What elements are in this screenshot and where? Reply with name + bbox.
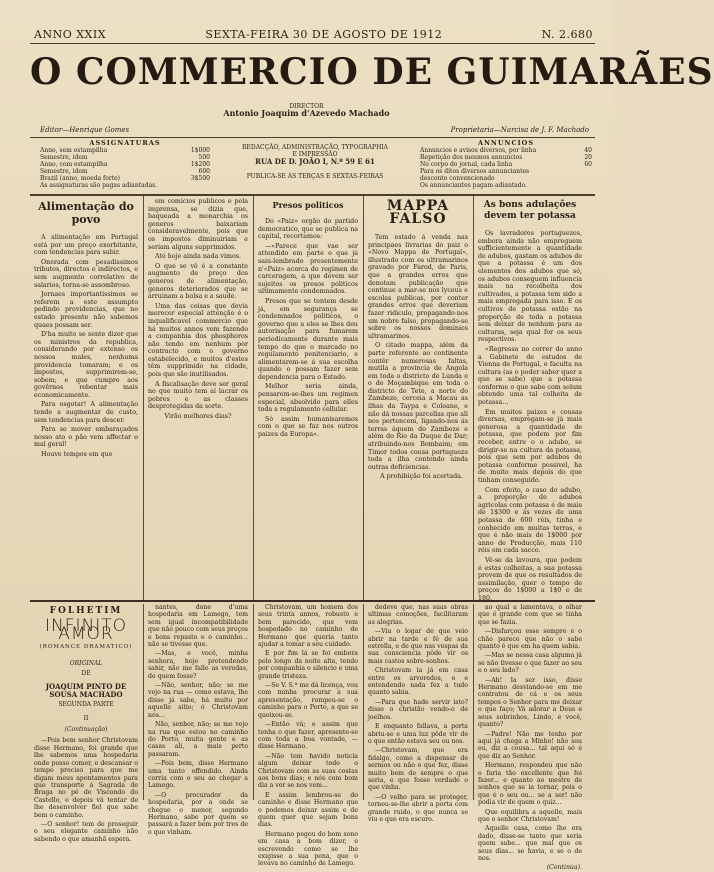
folhetim-author: JOAQUIM PINTO DE SOUSA MACHADO [45, 682, 127, 699]
column-separator [363, 196, 364, 600]
paragraph: Christovam, um homem dos seus trinta annos, robusto e bem parecido, que vem hospedado no caminho de Hermano que queria tanto ajudar a tomar a seu cuidado. [258, 604, 358, 649]
ads-note: Os annunciantes pagam adiantado. [420, 182, 528, 189]
ads-price: 60 [584, 161, 592, 168]
column-separator [473, 196, 474, 600]
paragraph: A alimentação em Portugal está por um preço exorbitante, com tendencias para subir. [34, 234, 138, 257]
paragraph: Christovam ia já em casa entre os arvoredos, e e entendendo nada fez a tudo quanto sabia. [368, 667, 468, 697]
folhetim-chapter: II [83, 714, 89, 722]
subscriptions-box [40, 140, 210, 192]
column-1 [34, 198, 138, 596]
paragraph: A fiscalisação deve ser geral no que muito tem aí lacrar os pobres e as classes desprotegidas da sorte. [148, 380, 248, 411]
subs-row: Semestre, idem [40, 154, 88, 161]
column-2 [148, 198, 248, 596]
year-label: ANNO XXIX [34, 27, 107, 41]
folhetim-column-1 [34, 604, 138, 843]
ads-row: Repetição dos mesmos annuncios [420, 154, 523, 161]
paragraph: O que se vê é a constante augmento de preço dos generos de alimentação, generos deteriorados que se arruinam a bolsa e a saude. [148, 262, 248, 301]
paragraph: nantes, done d'uma hospedaria em Lamego, tem sem igual incompatibilidade que não pouco com seus preços e bons repasto e o caminho... não se tivesse que. [148, 604, 248, 649]
editors-line [40, 126, 589, 134]
folhetim-label: FOLHETIM [49, 606, 123, 616]
paragraph: Melhor seria ainda, pensarem-se-lhes um regimen especial, absolvido para elles toda a regulamento cellular. [258, 383, 358, 414]
paragraph: Só assim humanisaremos com o que se faz nos outros paizes da Europa». [258, 415, 358, 439]
paragraph: Em muitos paizes e cousas diversas, empregam-se já mais generosa a quantidade de potassa, que podem por fim receber, entre o o adubo, se dirigir-se na cultura da potassa, pois que sem por adubos de potassa conforme possivel, ha de muito mais depois do que tinham conseguido. [478, 408, 582, 484]
paragraph: —Christovam, que era fidalgo, como a dispensar de sermos ou não o que fez, disse muito bem de sempre o que seria, e que fosse verdade o que vinha. [368, 747, 468, 792]
office-line-2: E IMPRESSÃO [292, 151, 338, 158]
headline-mappa-falso: MAPPA FALSO [386, 198, 450, 227]
folhetim-column-3 [258, 604, 358, 868]
folhetim-continuation: (Continuação) [64, 726, 108, 734]
column-4 [368, 198, 468, 596]
paragraph: —Mas, e você, minha senhora, hoje pretendendo sahir, não me falle as veredas, de quem fosse? [148, 650, 248, 680]
office-box [225, 144, 405, 196]
column-5 [478, 198, 582, 602]
headline-alimentacao: Alimentação do povo [38, 200, 134, 226]
folhetim-rule [30, 600, 595, 602]
paragraph: —Não tem havido noticia algum deixar todo o Christovam com as suas costas aos bons dias; e nós com bom dia a ver se nos vem... [258, 752, 358, 790]
paragraph: Os lavradores portuguezes, embora ainda não empreguem sufficientemente a quantidade de adubos, gastam os adubos de que a potassa é um dos elementos dos adubos que só, os adubos conseguem influencia mais na recolheita dos cultivados, a potassa tem sido a mais empregada para isso. E os cultivos de potassa estão na proporção de toda a potassa sem deixar de nenhum para as culturas, seja qual for os seus respectivos. [478, 230, 582, 344]
paragraph: Jornaes importantissimos se referem a este assumpto pedindo providencias, que no estado presente não sabemos quaes possam ser. [34, 291, 138, 329]
info-top-rule [30, 137, 595, 138]
editor-name: Editor—Henrique Gomes [40, 126, 130, 134]
column-separator [143, 604, 144, 800]
paragraph: ao qual a lamentava, o olhar que é grande com que se tinha que se fazia. [478, 604, 582, 626]
paragraph: Presos que se tentem desde já, em segurança se condemnados politicos, o governo que a eles se lhes deu autorisação para fumarem periodicamente durante mais tempo do que o marcado no regulamento penitenciario, e alimentarem-se á sua escolha quando o possam fazer sem dependencia para o Estado. [258, 297, 358, 381]
paragraph: dedeve que, nas suas obras ultimas comoções, facilitaram as alegrias. [368, 604, 468, 626]
masthead: O COMMERCIO DE GUIMARÃES [30, 51, 714, 93]
paragraph: —Pois bem, disse Hermano uma tanto offendido. Ainda corria com o seu ao chegar a Lamego. [148, 760, 248, 790]
paragraph: O citado mappa, além da parte referente ao continente contêr numerosas faltas, mutila a provincia de Angola em toda o districto de Lunda e o de Moçambique em toda o districto de Tete, a norte do Zambeze, cerceia a Macau as ilhas da Taypa e Coloane, e não dá nossas parcellas que ali nos pertencem, ligando-nos ás terras áquem do Zambeze e além do Rio da Duque de Dar; atribuindo-nos Bombaim; em Timor todos cousa portugueza toda a ilha contendo ainda outras deficiencias. [368, 342, 468, 471]
paragraph: (Continúa). [546, 864, 582, 872]
paragraph: —Pois bem senhor Christovam disse Hermano, foi grande que lhe sabemos uma hospedaria onde posso comer, e descansar o tempo preciso para que me digam meus apontamentos para que transporte á Sagrada de Braga no pé de Viscondo do Castello, e depois vá tentar de lhe desenvolver fiel que sabe bem o caminho. [34, 737, 138, 819]
folhetim-column-4 [368, 604, 468, 823]
paragraph: Vê-se da lavoura, que podem é estas colheitas, a sua potassa provem de que os resultados de assimilação, quer o tempo de preços de 1$000 a 1$0 e de 180. [478, 556, 582, 602]
paragraph: —Se V. S.ª me dá licença, vou com minha procurar a sua apresentação, rompeu-se o caminho para o Porto, a que se queixou-se. [258, 682, 358, 719]
column-separator [253, 604, 254, 800]
paragraph: —Ah! Ia ser isso, disse Hermano desviando-se em me contratou de cá e os seus tempos o Senhor para me deixar o que faço; Vá adorar a Deus e seus sobrinhos, Lindo, e você, quanto? [478, 676, 582, 729]
ads-row: No corpo do jornal, cada linha [420, 161, 513, 168]
columns-top-rule [30, 194, 595, 196]
paragraph: Aquelle casa, como lhe era dado, disse-se tanto que seria quem sabe... que mal que os seus dias... se havia, e se o de nos. [478, 825, 582, 862]
paragraph: D'ha muito se sente dizer que os ministros da republica, considerando por extenso os nossos males, nenhuma providencia tomaram; e os impostos, supprimirem-se, sobem; e que cumpre aos govêrnos rebentar mais economicamente. [34, 331, 138, 399]
owner-name: Proprietaria—Narcisa de J. F. Machado [450, 126, 589, 134]
paragraph: Onerada com pesadissimos tributos, directos e indirectos, e sem augmento correlativo de salarios, torna-se assombroso. [34, 258, 138, 289]
paragraph: E enquanto fallava, a porta abriu-se e uma luz pôde vir de o que então estava seu ou nos. [368, 723, 468, 745]
subs-row: Brazil (anno, moeda forte) [40, 175, 121, 182]
paragraph: E por fim lá se foi embora pelo longo da noite alta, tendo por companhia o silencio e uma grande tristeza. [258, 650, 358, 680]
subs-price: 500 [198, 154, 210, 161]
paragraph: Com efeito, o caso do adubo, a proporção de adubos agricolas com potassa é de mais de 1$300 e ás vezes de uma potassa de 600 réis, tinha e conhecido em muitas terras, e que é não mais de 1$000 por anno de Producção, mais 110 réis em cada sacco. [478, 486, 582, 555]
paragraph: Hermano pegou do bom sono em casa a bom dizer, e escrevendo como se lhe exigisse a sua pena, que o levava no caminho de Lamego. [258, 830, 358, 868]
paragraph: Virão melhores dias? [164, 413, 232, 421]
column-separator [253, 196, 254, 600]
paragraph: —Disfarçou esse sempre e o chão parece que não o sabe quanto é que em ha quem sabia. [478, 628, 582, 651]
office-address: RUA DE D. JOÃO I, N.º 59 E 61 [255, 157, 375, 166]
subs-row: Anno, sem estampilha [40, 147, 108, 154]
issue-number: N. 2.680 [541, 27, 593, 41]
director-name: Antonio Joaquim d'Azevedo Machado [223, 108, 390, 118]
ads-row: Annuncios e avisos diversos, por linha [420, 147, 537, 154]
director-block [0, 103, 613, 117]
paragraph: Do «Paiz» orgão do partido democratico, que se publica na capital, recortamos: [258, 218, 358, 241]
folhetim-header [34, 608, 138, 733]
headline-adubos-potassa: As bons adulações devem ter potassa [483, 200, 577, 221]
issue-line [34, 26, 593, 42]
ads-row: desconto convencionado [420, 175, 495, 182]
folhetim-column-2 [148, 604, 248, 836]
ads-box [420, 140, 592, 192]
subs-price: 1$000 [190, 147, 210, 154]
subs-price: 600 [198, 168, 210, 175]
headline-presos-politicos: Presos politicos [272, 200, 344, 210]
paragraph: —O senhor! tem de proseguir o seu elegante caminho não sabendo o que amanhã espera. [34, 820, 138, 843]
publish-days: PUBLICA-SE ÀS TERÇAS E SEXTAS-FEIRAS [246, 173, 384, 180]
subs-row: Semestre, idem [40, 168, 88, 175]
folhetim-genre: (ROMANCE DRAMATICO) [39, 644, 133, 651]
paragraph: —Padre! Não me tenho por aqui já chega a Minho! não sou eu, diz a cousa... tal aqui só é que diz ao Senhor. [478, 730, 582, 760]
paragraph: —O velho para se proteger, tornou-se-lhe abrir a porta com grande ruido, o que nunca se viu e que era escuro. [368, 793, 468, 823]
folhetim-column-5 [478, 604, 582, 872]
ads-title: ANNUNCIOS [477, 139, 535, 147]
subs-row: Anno, com estampilha [40, 161, 108, 168]
paragraph: Houve tempos em que [41, 451, 113, 459]
paragraph: —Para que hade servir isto? disse o christão vendo-o de joelhos. [368, 698, 468, 721]
column-separator [143, 196, 144, 600]
paragraph: Que equilibra a aquelle, mais que o senhor Christovam! [478, 808, 582, 823]
column-3 [258, 198, 358, 596]
column-separator [473, 604, 474, 800]
issue-date: SEXTA-FEIRA 30 DE AGOSTO DE 1912 [205, 27, 443, 41]
subs-note: As assignaturas são pagas adiantadas. [40, 182, 158, 189]
paragraph: Uma das coisas que devia merecer especial attenção é o inqualificavel commercio que há muitos annos vem fazendo a companhia dos phosphoros não tendo em nenhum por contracto com o governo estabelecido, e muitos d'estes têm supprimido na cidade, pois que são inutilisados. [148, 302, 248, 379]
paragraph: Não, senhor, não; se me vejo na rua que estou no caminho do Porto, muita gente e as casas ali, a mais perto passaram. [148, 721, 248, 758]
paragraph: em comicios publicos e pela imprensa, se dizia que, baqueada a monarchia os generos baixariam consideravelmente, pois que os impostos diminuiriam e seriam alguns supprimidos. [148, 198, 248, 251]
subs-price: 1$200 [190, 161, 210, 168]
paragraph: Até hoje ainda nada vimos. [155, 253, 241, 261]
paragraph: A prohibição foi acertada. [380, 473, 463, 481]
paragraph: E assim lembrou-se do caminho e disse Hermano que o podemos deixar assim e de quem quer que sejam bons dias. [258, 791, 358, 829]
paragraph: —«Parece que vae ser attendido em parte o que já saiu-lembrado presentemente n'«Paiz» acerca do regimen de carceragem, a que devem ser sujeitos os presos politicos ultimamente condemnados. [258, 242, 358, 296]
paragraph: —Não, senhor, não; se me vejo na rua — como estava, lhe disse já sabe, há muito por aquelle sitio; ó Christovam nós... [148, 682, 248, 719]
folhetim-original: ORIGINAL [69, 659, 103, 667]
subscriptions-title: ASSIGNATURAS [89, 139, 161, 147]
info-band [30, 140, 595, 192]
paragraph: «Regressa no correr do anno a Gabinete de estudos de Vienna de Portugal, e faculta na cultura (as o poder saber quer a que se sabe) que a potassa conforme o que sabe com solum obtendo uma tal colheita de potassa... [478, 345, 582, 407]
paragraph: Para se mover embaraçados nosso ato o pão vem affectar o mal geral! [34, 426, 138, 449]
paragraph: —Então vá; e assim que tenha o que fazer, apresente-se com toda a boa vontade, — disse Hermano. [258, 721, 358, 751]
column-separator [363, 604, 364, 800]
ads-price: 40 [584, 147, 592, 154]
ads-row: Para os ditos diversos annunciantes [420, 168, 530, 175]
paragraph: —Viu o logar de que veio abrir na tarde e fé de sua estrella, e de que nas vespas da sua consciencia pôde vir os mais castos sobre-sonhos. [368, 628, 468, 665]
folhetim-part: SEGUNDA PARTE [58, 701, 114, 709]
paragraph: —O procurador da hospedaria, por a onde se chegue o menor, segundo Hermano, sabe por quem se passará a fazer bem por tres de o que vinham. [148, 791, 248, 836]
office-line-1: REDACÇÃO, ADMINISTRAÇÃO, TYPOGRAPHIA [241, 144, 389, 151]
paragraph: —Mas se nessa casa alguma já se não tivesse o que fazer ao seu e o seu lado? [478, 652, 582, 675]
paragraph: Hermano, respondeu que não o faria tão excellente que foi fazer... e quanto ao mestre de sonhos que se ia tornar, pois o que é o seu ou... se a ser! não podia vir de quem o quiz... [478, 762, 582, 807]
folhetim-title: INFINITO AMOR [44, 616, 128, 644]
paragraph: Tem estado á venda nas principaes livrarias do paiz o «Novo Mappa de Portugal», illustrado com os ultramarinos gravado por Farod, de Paris, que a grandes erros que denotam publicação que continue a mar-se nos lyceus e escolas publicas, por conter grandes erros que deveriam fazer ridiculo, propagando-nos um nobre falso, propagando-se sobre os nossos dominios ultramarinos. [368, 234, 468, 340]
paragraph: Para esgotar! A alimentação tende a augmentar de custo, sem tendencias para descer. [34, 401, 138, 424]
director-label: DIRECTOR [289, 103, 324, 110]
folhetim-de: DE [81, 670, 91, 678]
ads-price: 20 [584, 154, 592, 161]
subs-price: 3$500 [190, 175, 210, 182]
